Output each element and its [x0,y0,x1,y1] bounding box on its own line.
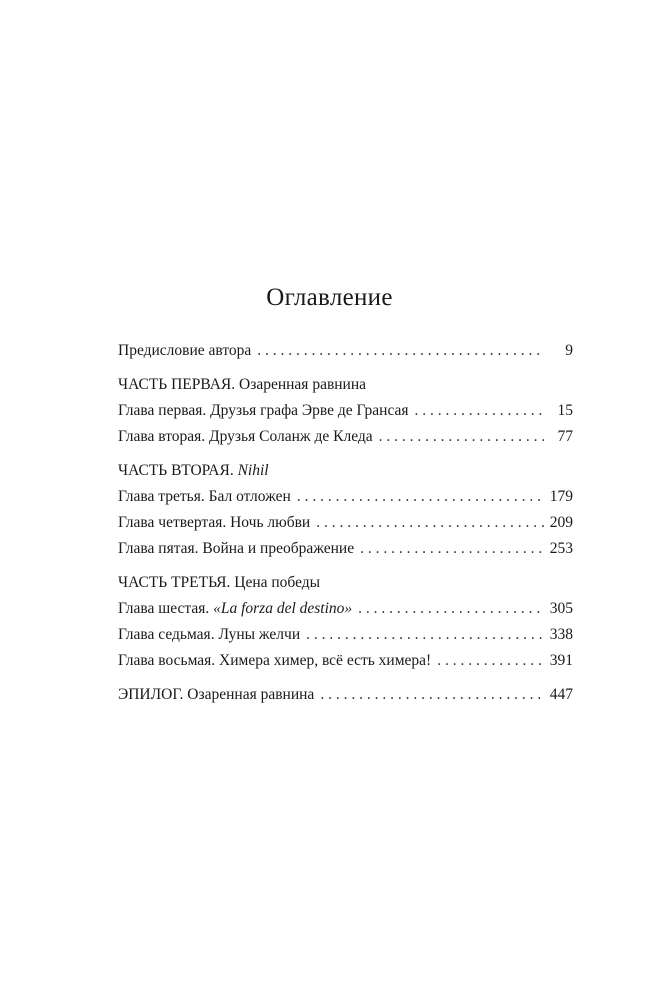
toc-entry-chapter-8[interactable] [118,648,573,674]
part-heading-2[interactable] [118,458,573,484]
section-gap [118,364,573,372]
toc-entry-preface[interactable] [118,338,573,364]
table-of-contents [118,338,573,708]
chapter-label-text: Глава шестая. [118,600,214,617]
toc-entry-chapter-1[interactable] [118,398,573,424]
dot-leader [297,484,544,510]
toc-entry-label: Глава первая. Друзья графа Эрве де Грансая [118,402,409,419]
toc-entry-label: Глава седьмая. Луны желчи [118,626,301,643]
toc-entry-page: 209 [549,514,573,531]
dot-leader [415,398,545,424]
toc-entry-page: 253 [549,540,573,557]
toc-entry-chapter-2[interactable] [118,424,573,450]
section-gap [118,450,573,458]
part-subtitle: Озаренная равнина [239,376,367,393]
part-heading-1[interactable] [118,372,573,398]
toc-title: Оглавление [266,284,393,311]
dot-leader [320,682,543,708]
toc-entry-page: 179 [549,488,573,505]
toc-entry-page: 305 [549,600,573,617]
part-heading-label: ЧАСТЬ ПЕРВАЯ. [118,376,240,393]
chapter-label-italic: «La forza del destino» [213,600,353,617]
dot-leader [257,338,545,364]
toc-entry-chapter-4[interactable] [118,510,573,536]
toc-entry-chapter-6[interactable] [118,596,573,622]
dot-leader [360,536,544,562]
dot-leader [358,596,544,622]
toc-entry-epilogue[interactable] [118,682,573,708]
toc-entry-label: Глава восьмая. Химера химер, всё есть химера! [118,652,432,669]
part-subtitle: Цена победы [234,574,321,591]
toc-entry-page: 338 [549,626,573,643]
toc-entry-page: 77 [557,428,573,445]
toc-entry-page: 15 [557,402,573,419]
section-gap [118,674,573,682]
part-heading-label: ЧАСТЬ ВТОРАЯ. [118,462,238,479]
toc-entry-page: 9 [565,342,573,359]
section-gap [118,562,573,570]
toc-entry-label [118,596,352,622]
dot-leader [437,648,544,674]
toc-entry-label: Глава третья. Бал отложен [118,488,291,505]
toc-entry-label: Предисловие автора [118,342,252,359]
toc-entry-chapter-5[interactable] [118,536,573,562]
toc-entry-chapter-3[interactable] [118,484,573,510]
toc-entry-label: Глава пятая. Война и преображение [118,540,355,557]
toc-entry-label: ЭПИЛОГ. Озаренная равнина [118,686,315,703]
toc-entry-label: Глава четвертая. Ночь любви [118,514,311,531]
dot-leader [306,622,544,648]
part-heading-3[interactable] [118,570,573,596]
toc-entry-page: 391 [549,652,573,669]
part-subtitle: Nihil [237,462,269,479]
toc-entry-chapter-7[interactable] [118,622,573,648]
dot-leader [379,424,545,450]
part-heading-label: ЧАСТЬ ТРЕТЬЯ. [118,574,235,591]
dot-leader [316,510,544,536]
toc-entry-page: 447 [549,686,573,703]
toc-entry-label: Глава вторая. Друзья Соланж де Кледа [118,428,373,445]
